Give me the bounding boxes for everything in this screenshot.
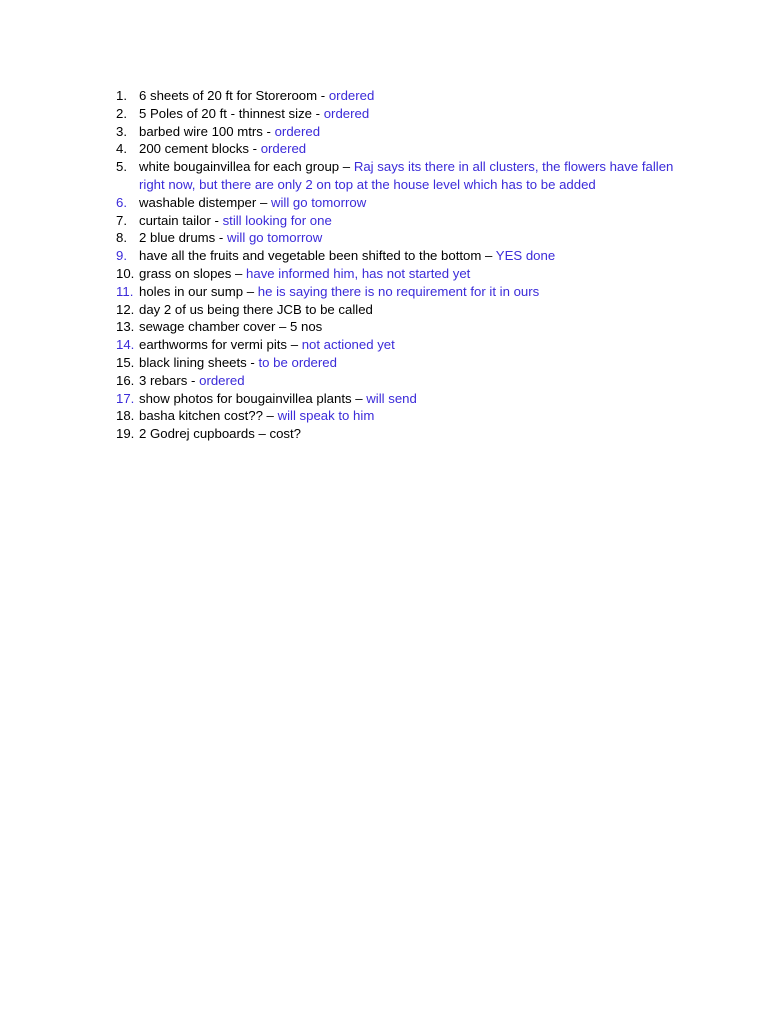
item-status: ordered (260, 141, 307, 157)
todo-list (116, 87, 686, 443)
item-status: will go tomorrow (270, 194, 367, 210)
item-status: ordered (274, 123, 321, 139)
item-number: 8. (116, 230, 127, 246)
item-number: 14. (116, 337, 135, 353)
list-item (116, 247, 686, 265)
list-item (116, 123, 686, 141)
item-status: will go tomorrow (226, 230, 323, 246)
item-number: 1. (116, 88, 127, 103)
item-text (139, 212, 686, 230)
item-text (139, 336, 686, 354)
list-item (116, 372, 686, 390)
item-number: 2. (116, 105, 127, 121)
item-text (139, 390, 686, 408)
item-status: he is saying there is no requirement for it in ours (257, 283, 540, 299)
item-status: will send (366, 390, 417, 406)
item-task: show photos for bougainvillea plants – (139, 390, 367, 406)
item-status: to be ordered (258, 354, 337, 370)
item-text (139, 318, 686, 336)
list-item (116, 390, 686, 408)
item-task: have all the fruits and vegetable been shifted to the bottom – (139, 248, 496, 264)
item-text (139, 301, 686, 319)
item-task: sewage chamber cover – 5 nos (139, 319, 323, 335)
list-item (116, 194, 686, 212)
item-task: 3 rebars - (139, 372, 200, 388)
list-item (116, 229, 686, 247)
item-task: 200 cement blocks - (139, 141, 261, 157)
list-item (116, 318, 686, 336)
item-status: will speak to him (277, 408, 375, 424)
item-status: not actioned yet (301, 337, 395, 353)
item-text (139, 123, 686, 141)
list-item (116, 354, 686, 372)
item-task: curtain tailor - (139, 212, 223, 228)
item-number: 6. (116, 194, 127, 210)
item-task: washable distemper – (139, 194, 271, 210)
item-number: 7. (116, 212, 127, 228)
item-text (139, 407, 686, 425)
item-status: YES done (495, 248, 556, 264)
item-status: ordered (328, 88, 375, 103)
item-text (139, 283, 686, 301)
item-task: basha kitchen cost?? – (139, 408, 278, 424)
item-number: 3. (116, 123, 127, 139)
item-number: 12. (116, 301, 135, 317)
item-status: ordered (199, 372, 245, 388)
item-text (139, 372, 686, 390)
item-number: 9. (116, 248, 127, 264)
item-task: 6 sheets of 20 ft for Storeroom - (139, 88, 329, 103)
item-number: 13. (116, 319, 135, 335)
item-text (139, 229, 686, 247)
item-status: ordered (323, 105, 370, 121)
item-task: barbed wire 100 mtrs - (139, 123, 275, 139)
item-number: 17. (116, 390, 135, 406)
item-status: still looking for one (222, 212, 332, 228)
list-item (116, 265, 686, 283)
list-item (116, 336, 686, 354)
item-task: earthworms for vermi pits – (139, 337, 302, 353)
list-item (116, 425, 686, 443)
item-task: 2 blue drums - (139, 230, 227, 246)
item-status: have informed him, has not started yet (246, 265, 471, 281)
item-text (139, 105, 686, 123)
list-item (116, 105, 686, 123)
item-number: 4. (116, 141, 127, 157)
item-number: 5. (116, 159, 127, 175)
list-item (116, 283, 686, 301)
list-item (116, 87, 686, 105)
item-text (139, 140, 686, 158)
item-text (139, 354, 686, 372)
item-task: 5 Poles of 20 ft - thinnest size - (139, 105, 324, 121)
item-number: 10. (116, 265, 135, 281)
item-task: 2 Godrej cupboards – cost? (139, 426, 302, 442)
item-number: 18. (116, 408, 135, 424)
item-status: Raj says its there in all clusters, the flowers have fallen right now, but there are only 2 on top at the house level which has to be added (139, 159, 674, 192)
list-item (116, 301, 686, 319)
item-number: 16. (116, 372, 135, 388)
list-item (116, 212, 686, 230)
item-task: holes in our sump – (139, 283, 258, 299)
list-item (116, 158, 686, 194)
item-number: 19. (116, 426, 135, 442)
item-task: grass on slopes – (139, 265, 247, 281)
item-task: day 2 of us being there JCB to be called (139, 301, 373, 317)
item-number: 15. (116, 354, 135, 370)
item-text (139, 247, 686, 265)
list-item (116, 140, 686, 158)
item-task: white bougainvillea for each group – (139, 159, 354, 175)
item-text (139, 194, 686, 212)
item-text (139, 158, 686, 194)
item-task: black lining sheets - (139, 354, 259, 370)
item-text (139, 265, 686, 283)
item-text (139, 87, 686, 105)
list-item (116, 407, 686, 425)
item-number: 11. (116, 283, 134, 299)
item-text (139, 425, 686, 443)
